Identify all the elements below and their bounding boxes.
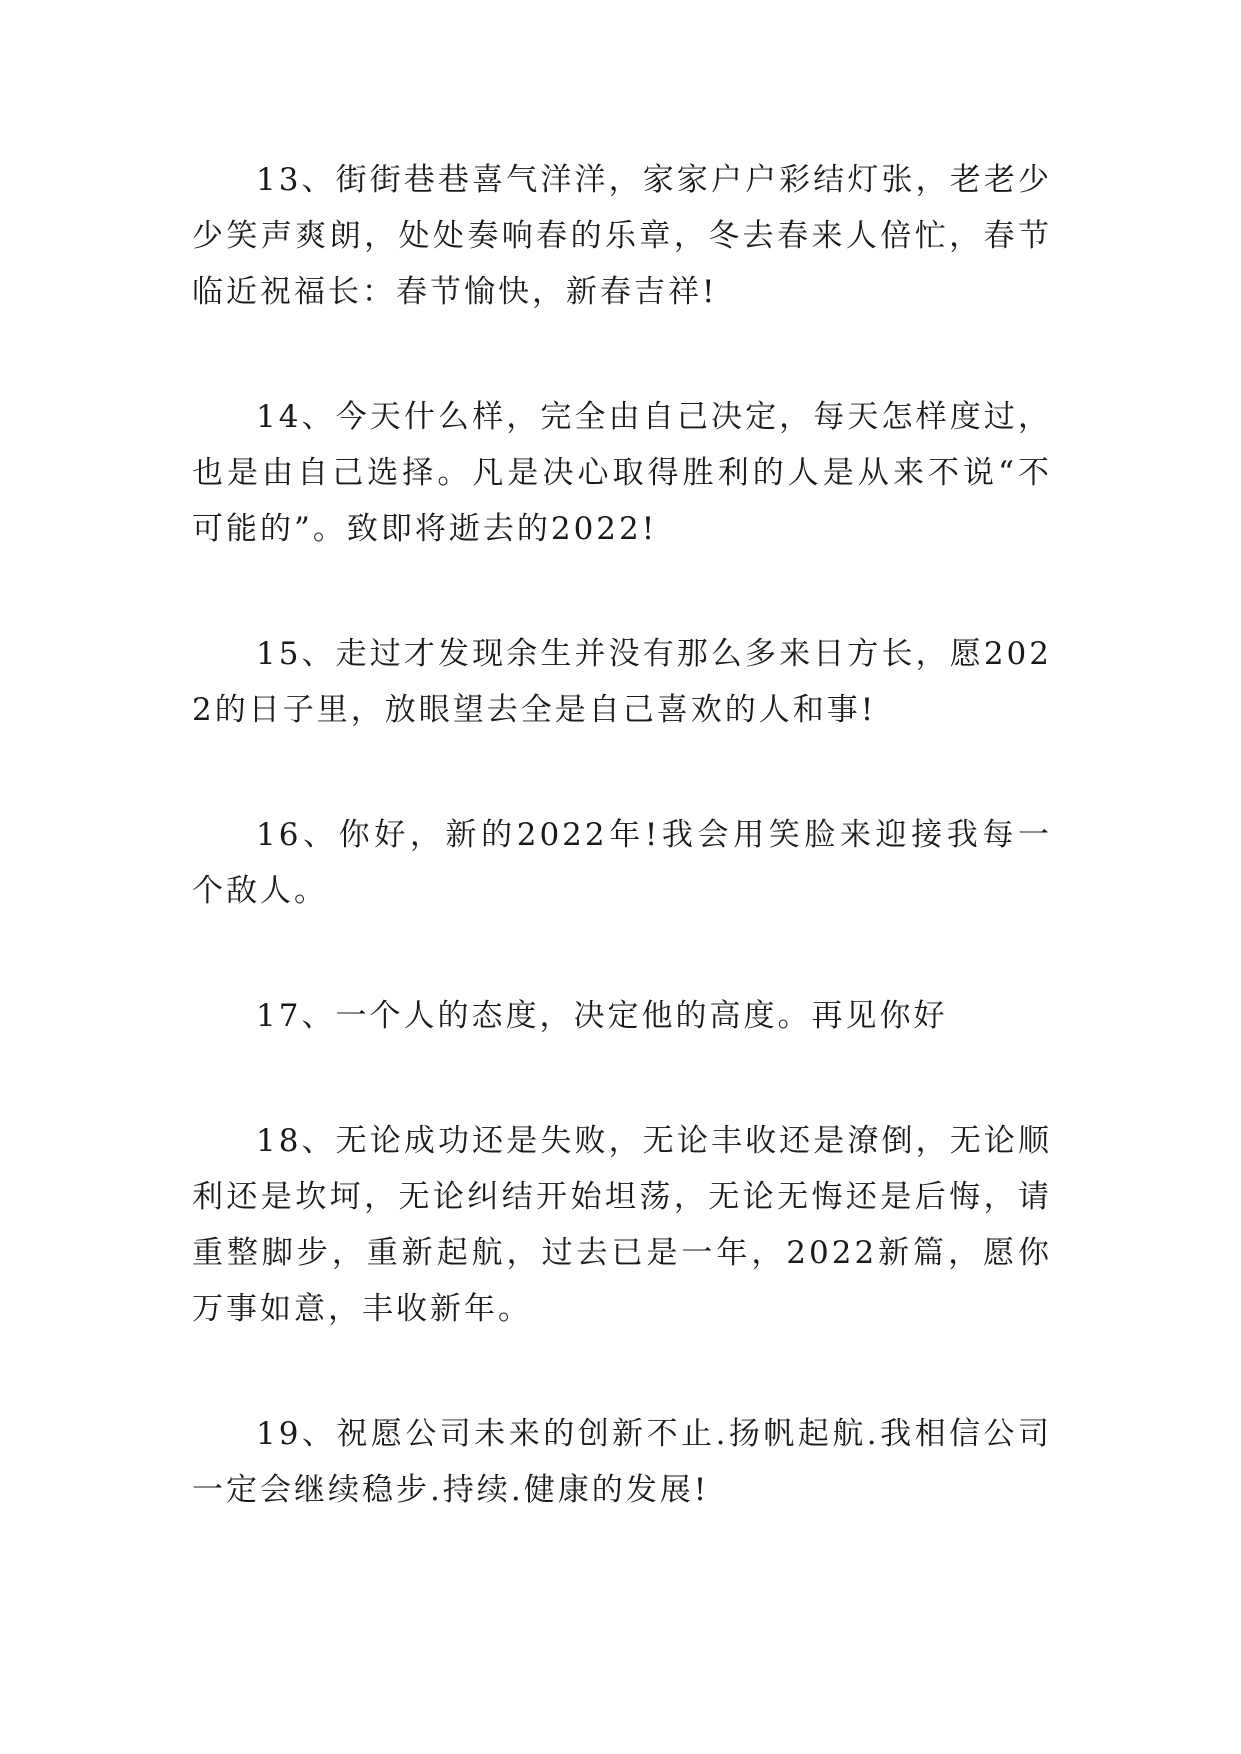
document-body xyxy=(192,152,1052,1587)
paragraph-18: 18、无论成功还是失败，无论丰收还是潦倒，无论顺利还是坎坷，无论纠结开始坦荡，无论无悔还是后悔，请重整脚步，重新起航，过去已是一年，2022新篇，愿你万事如意，丰收新年。 xyxy=(192,1123,1052,1327)
paragraph-17: 17、一个人的态度，决定他的高度。再见你好 xyxy=(256,998,948,1034)
paragraph-14: 14、今天什么样，完全由自己决定，每天怎样度过，也是由自己选择。凡是决心取得胜利的人是从来不说“不可能的”。致即将逝去的2022! xyxy=(192,399,1052,547)
paragraph-15: 15、走过才发现余生并没有那么多来日方长，愿2022的日子里，放眼望去全是自己喜欢的人和事! xyxy=(192,636,1052,728)
paragraph-13: 13、街街巷巷喜气洋洋，家家户户彩结灯张，老老少少笑声爽朗，处处奏响春的乐章，冬去春来人倍忙，春节临近祝福长：春节愉快，新春吉祥! xyxy=(192,162,1052,310)
paragraph-19: 19、祝愿公司未来的创新不止.扬帆起航.我相信公司一定会继续稳步.持续.健康的发展! xyxy=(192,1416,1052,1508)
paragraph-16: 16、你好，新的2022年!我会用笑脸来迎接我每一个敌人。 xyxy=(192,817,1052,909)
